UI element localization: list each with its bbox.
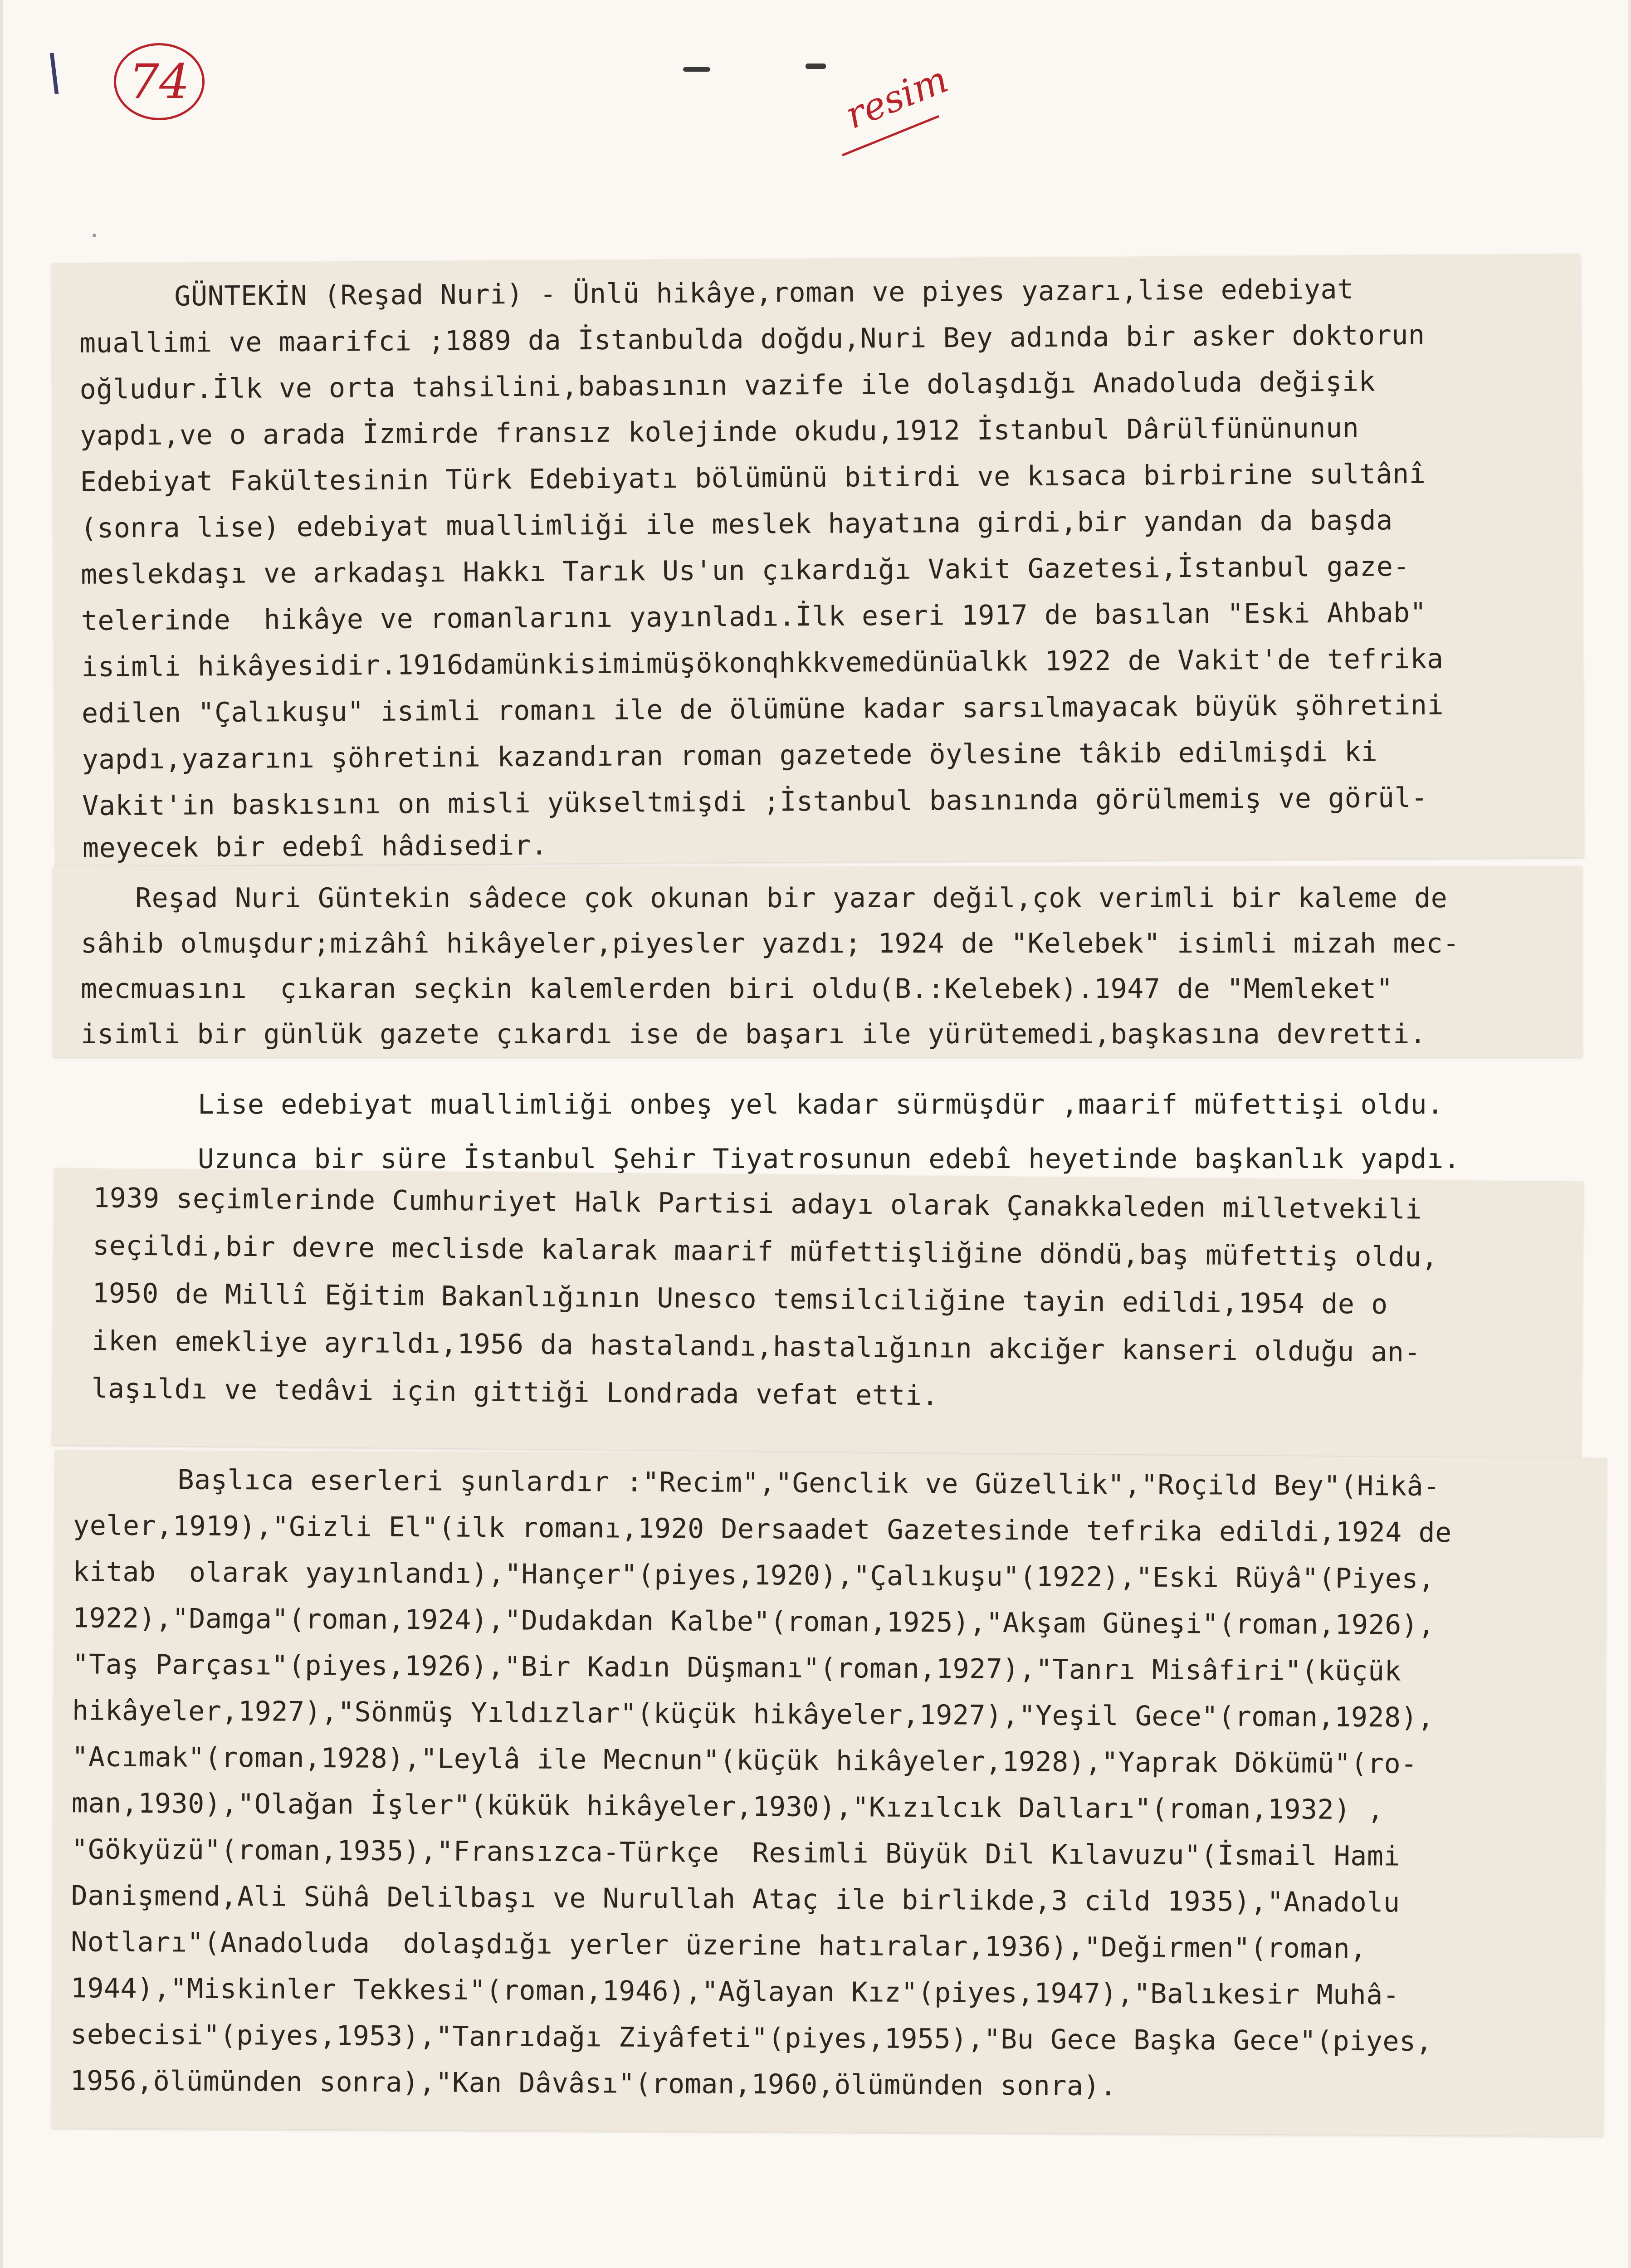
text-line: "Acımak"(roman,1928),"Leylâ ile Mecnun"(küçük hikâyeler,1928),"Yaprak Dökümü"(ro- [72, 1741, 1418, 1780]
text-line: 1950 de Millî Eğitim Bakanlığının Unesco temsilciliğine tayin edildi,1954 de o [92, 1277, 1388, 1320]
text-line: telerinde hikâye ve romanlarını yayınladı.İlk eseri 1917 de basılan "Eski Ahbab" [81, 596, 1427, 637]
text-line: laşıldı ve tedâvi için gittiği Londrada vefat etti. [91, 1373, 939, 1412]
text-line: mecmuasını çıkaran seçkin kalemlerden biri oldu(B.:Kelebek).1947 de "Memleket" [81, 973, 1393, 1005]
text-line: Reşad Nuri Güntekin sâdece çok okunan bir yazar değil,çok verimli bir kaleme de [135, 882, 1448, 914]
typed-clipping-biography [52, 254, 1584, 867]
text-line: meslekdaşı ve arkadaşı Hakkı Tarık Us'un çıkardığı Vakit Gazetesi,İstanbul gaze- [80, 551, 1410, 591]
text-line: Notları"(Anadoluda dolaşdığı yerler üzerine hatıralar,1936),"Değirmen"(roman, [71, 1926, 1367, 1965]
ink-dot [93, 234, 96, 237]
text-line: isimli hikâyesidir.1916damünkisimimüşökonqhkkvemedünüalkk 1922 de Vakit'de tefrika [81, 643, 1444, 683]
text-line: muallimi ve maarifci ;1889 da İstanbulda doğdu,Nuri Bey adında bir asker doktorun [79, 319, 1425, 359]
text-line: iken emekliye ayrıldı,1956 da hastalandı,hastalığının akciğer kanseri olduğu an- [92, 1325, 1421, 1369]
ink-mark [683, 67, 710, 72]
typed-clipping-works-intro [54, 866, 1582, 1057]
text-line: Uzunca bir süre İstanbul Şehir Tiyatrosunun edebî heyetinde başkanlık yapdı. [198, 1143, 1460, 1175]
text-line: Danişmend,Ali Sühâ Delilbaşı ve Nurullah Ataç ile birlikde,3 cild 1935),"Anadolu [71, 1880, 1400, 1919]
text-line: sâhib olmuşdur;mizâhî hikâyeler,piyesler yazdı; 1924 de "Kelebek" isimli mizah mec- [81, 928, 1460, 959]
text-line: (sonra lise) edebiyat muallimliği ile meslek hayatına girdi,bir yandan da başda [80, 504, 1393, 544]
text-line: isimli bir günlük gazete çıkardı ise de başarı ile yürütemedi,başkasına devretti. [81, 1018, 1426, 1050]
text-line: 1922),"Damga"(roman,1924),"Dudakdan Kalbe"(roman,1925),"Akşam Güneşi"(roman,1926), [72, 1602, 1435, 1641]
text-line: yeler,1919),"Gizli El"(ilk romanı,1920 Dersaadet Gazetesinde tefrika edildi,1924 de [73, 1510, 1452, 1549]
text-line: 1939 seçimlerinde Cumhuriyet Halk Partisi adayı olarak Çanakkaleden milletvekili [93, 1182, 1422, 1226]
text-line: edilen "Çalıkuşu" isimli romanı ile de ölümüne kadar sarsılmayacak büyük şöhretini [81, 689, 1444, 729]
text-line: seçildi,bir devre meclisde kalarak maarif müfettişliğine döndü,baş müfettiş oldu, [92, 1230, 1438, 1273]
text-line: 1956,ölümünden sonra),"Kan Dâvâsı"(roman,1960,ölümünden sonra). [70, 2065, 1117, 2102]
typed-clipping-major-works [52, 1450, 1607, 2136]
text-line: Lise edebiyat muallimliği onbeş yel kadar sürmüşdür ,maarif müfettişi oldu. [198, 1089, 1444, 1120]
text-line: kitab olarak yayınlandı),"Hançer"(piyes,1920),"Çalıkuşu"(1922),"Eski Rüyâ"(Piyes, [73, 1556, 1435, 1595]
text-line: yapdı,yazarını şöhretini kazandıran roman gazetede öylesine tâkib edilmişdi ki [82, 736, 1378, 776]
text-line: oğludur.İlk ve orta tahsilini,babasının vazife ile dolaşdığı Anadoluda değişik [79, 366, 1376, 406]
text-line: hikâyeler,1927),"Sönmüş Yıldızlar"(küçük hikâyeler,1927),"Yeşil Gece"(roman,1928), [72, 1695, 1435, 1734]
page-number: 74 [114, 43, 205, 120]
text-line: "Taş Parçası"(piyes,1926),"Bir Kadın Düşmanı"(roman,1927),"Tanrı Misâfiri"(küçük [72, 1648, 1401, 1687]
text-line: man,1930),"Olağan İşler"(kükük hikâyeler,1930),"Kızılcık Dalları"(roman,1932) , [71, 1787, 1384, 1826]
corner-mark: \ [46, 43, 63, 101]
text-line: Edebiyat Fakültesinin Türk Edebiyatı bölümünü bitirdi ve kısaca birbirine sultânî [80, 458, 1426, 498]
text-line: "Gökyüzü"(roman,1935),"Fransızca-Türkçe Resimli Büyük Dil Kılavuzu"(İsmail Hami [71, 1833, 1401, 1872]
handwritten-annotation: resim [840, 58, 954, 138]
text-line: yapdı,ve o arada İzmirde fransız kolejinde okudu,1912 İstanbul Dârülfününunun [80, 412, 1359, 452]
text-line: 1944),"Miskinler Tekkesi"(roman,1946),"Ağlayan Kız"(piyes,1947),"Balıkesir Muhâ- [70, 1972, 1400, 2011]
text-line: GÜNTEKİN (Reşad Nuri) - Ünlü hikâye,roman ve piyes yazarı,lise edebiyat [174, 273, 1354, 313]
text-line: sebecisi"(piyes,1953),"Tanrıdağı Ziyâfeti"(piyes,1955),"Bu Gece Başka Gece"(piyes, [70, 2019, 1433, 2058]
typed-clipping-career [52, 1168, 1583, 1458]
ink-mark [806, 64, 826, 69]
text-line: Başlıca eserleri şunlardır :"Recim","Genclik ve Güzellik","Roçild Bey"(Hikâ- [177, 1464, 1441, 1503]
text-line: meyecek bir edebî hâdisedir. [82, 829, 548, 864]
text-line: Vakit'in baskısını on misli yükseltmişdi ;İstanbul basınında görülmemiş ve görül- [82, 782, 1428, 822]
